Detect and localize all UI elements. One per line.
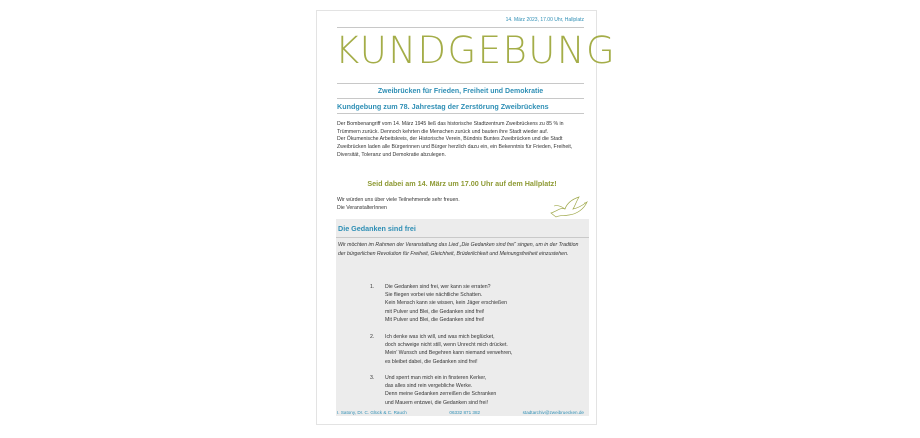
verse-line: das alles sind rein vergebliche Werke.: [385, 383, 473, 390]
footer: [337, 410, 584, 415]
divider: [337, 27, 584, 28]
divider: [337, 113, 584, 114]
footer-email[interactable]: stadtarchiv@zweibruecken.de: [522, 410, 584, 415]
closing-line: Wir würden uns über viele Teilnehmende sehr freuen.: [337, 197, 460, 203]
verse-number: 2.: [370, 334, 375, 340]
verse-line: und Mauern entzwei, die Gedanken sind frei!: [385, 399, 488, 406]
divider: [337, 98, 584, 99]
song-box: [336, 219, 589, 416]
headline: KUNDGEBUNG: [335, 29, 617, 72]
song-title: Die Gedanken sind frei: [338, 224, 416, 233]
flyer-page: [316, 10, 617, 425]
verse-line: Kein Mensch kann sie wissen, kein Jäger erschießen: [385, 300, 507, 307]
verse-line: Die Gedanken sind frei, wer kann sie erraten?: [385, 284, 491, 290]
verse-line: Mit Pulver und Blei, die Gedanken sind frei!: [385, 316, 485, 323]
verse-line: doch schweige nicht still, wenn Unrecht mich drücket.: [385, 342, 508, 349]
closing: [337, 197, 537, 212]
verse-line: Und sperrt man mich ein in finsteren Kerker,: [385, 375, 487, 381]
verse-number: 3.: [370, 375, 375, 381]
paragraph-invitation: Der Ökumenische Arbeitskreis, der Historische Verein, Bündnis Buntes Zweibrücken und die Stadt Zweibrücken laden alle Bürgerinnen und Bürger herzlich dazu ein, ein Bekenntnis für Frieden, Freiheit, Diversität, Toleranz und Demokratie abzulegen.: [337, 136, 573, 158]
event-date-line: 14. März 2023, 17.00 Uhr, Hallplatz: [505, 17, 584, 23]
verse-line: es bleibet dabei, die Gedanken sind frei!: [385, 358, 478, 365]
song-intro: Wir möchten im Rahmen der Veranstaltung das Lied „Die Gedanken sind frei“ singen, um in der Tradition der bürgerlichen Revolution für Freiheit, Gleichheit, Brüderlichkeit und Meinungsfreiheit einzustehen.: [338, 242, 579, 257]
organizers-line: Die VeranstalterInnen: [337, 204, 387, 211]
verse-number: 1.: [370, 284, 375, 290]
event-description: [337, 121, 587, 160]
subtitle: Zweibrücken für Frieden, Freiheit und Demokratie: [377, 88, 544, 95]
verse-line: Denn meine Gedanken zerreißen die Schranken: [385, 391, 497, 398]
paragraph-history: Der Bombenangriff vom 14. März 1945 ließ das historische Stadtzentrum Zweibrückens zu 85 % in Trümmern zurück. Dennoch kehrten die Menschen zurück und bauten ihre Stadt wieder auf.: [337, 121, 564, 135]
section-title: Kundgebung zum 78. Jahrestag der Zerstörung Zweibrückens: [337, 102, 549, 111]
verse-line: mit Pulver und Blei, die Gedanken sind frei!: [385, 308, 485, 315]
footer-contact-names: I. Satony, Dr. C. Glück & C. Rauch: [337, 410, 407, 415]
divider: [337, 83, 584, 84]
verse-line: Ich denke was ich will, und was mich beglücket,: [385, 334, 495, 340]
footer-phone: 06332 871 382: [449, 410, 481, 415]
callout: Seid dabei am 14. März um 17.00 Uhr auf dem Hallplatz!: [367, 179, 557, 188]
divider: [336, 237, 589, 238]
verse-line: Sie fliegen vorbei wie nächtliche Schatten.: [385, 292, 483, 299]
verse-line: Mein’ Wunsch und Begehren kann niemand verwehren,: [385, 350, 513, 357]
